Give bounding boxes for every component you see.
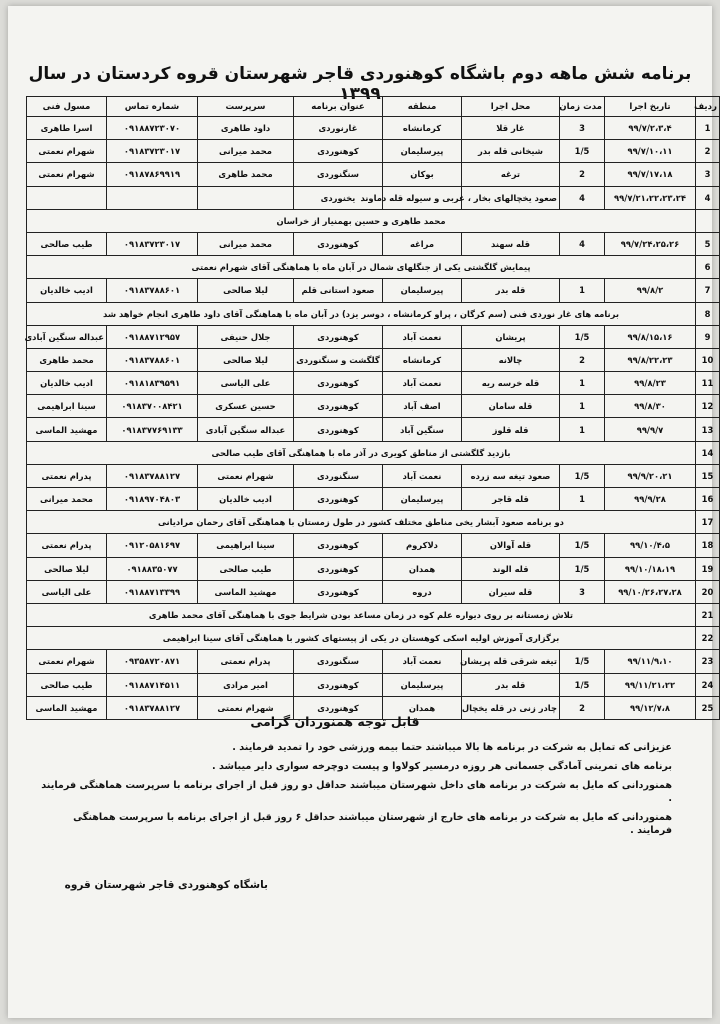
notice-section [38, 714, 672, 843]
cell-phone: ۰۹۱۲۰۵۸۱۶۹۷ [107, 534, 198, 557]
cell-region: پیرسلیمان [383, 673, 462, 696]
table-row [27, 488, 720, 511]
cell-place: صعود تیغه سه زرده [462, 464, 560, 487]
cell-duration: 3 [560, 580, 605, 603]
cell-region: مراغه [383, 232, 462, 255]
table-row [27, 348, 720, 371]
cell-region: کرمانشاه [383, 348, 462, 371]
table-row [27, 186, 720, 209]
cell-date: ۹۹/۹/۲۸ [605, 488, 696, 511]
cell-region: نعمت آباد [383, 372, 462, 395]
cell-leader: عبداله سنگین آبادی [198, 418, 294, 441]
table-header-row [27, 97, 720, 117]
table-row [27, 650, 720, 673]
cell-date: ۹۹/۱۰/۱۸،۱۹ [605, 557, 696, 580]
notice-line: همنوردانی که مایل به شرکت در برنامه های داخل شهرستان میباشند حداقل دو روز قبل از اجرای برنامه با سرپرست هماهنگی فرمایند . [41, 780, 672, 804]
cell-leader: امیر مرادی [198, 673, 294, 696]
cell-place: ترغه [462, 163, 560, 186]
notice-heading: قابل توجه همنوردان گرامی [250, 714, 420, 729]
cell-program: یخنوردی [294, 186, 383, 209]
cell-technical [27, 186, 107, 209]
cell-duration: 2 [560, 348, 605, 371]
cell-technical: شهرام نعمتی [27, 650, 107, 673]
cell-program: سنگنوردی [294, 650, 383, 673]
cell-phone: ۰۹۱۸۸۷۱۲۹۵۷ [107, 325, 198, 348]
cell-phone: ۰۹۱۸۹۷۰۴۸۰۳ [107, 488, 198, 511]
cell-place: غار قلا [462, 117, 560, 140]
cell-date: ۹۹/۷/۲،۳،۴ [605, 117, 696, 140]
cell-program: کوهنوردی [294, 696, 383, 719]
cell-place: پریشان [462, 325, 560, 348]
cell-duration: 1/5 [560, 557, 605, 580]
cell-leader: محمد میرانی [198, 232, 294, 255]
cell-region: همدان [383, 557, 462, 580]
cell-date: ۹۹/۱۰/۲۶،۲۷،۲۸ [605, 580, 696, 603]
table-note-row [27, 627, 720, 650]
cell-date: ۹۹/۱۲/۷،۸ [605, 696, 696, 719]
cell-program: کوهنوردی [294, 488, 383, 511]
cell-row-number: 4 [696, 186, 720, 209]
cell-phone: ۰۹۱۸۳۷۲۳۰۱۷ [107, 140, 198, 163]
cell-phone: ۰۹۱۸۳۷۷۶۹۱۳۳ [107, 418, 198, 441]
cell-note: بازدید گلگشتی از مناطق کویری در آذر ماه با هماهنگی آقای طیب صالحی [27, 441, 696, 464]
schedule-table [26, 96, 720, 720]
cell-note: پیمایش گلگشتی یکی از جنگلهای شمال در آبان ماه با هماهنگی آقای شهرام نعمتی [27, 256, 696, 279]
table-note-row [27, 441, 720, 464]
cell-leader: سینا ابراهیمی [198, 534, 294, 557]
cell-technical: لیلا صالحی [27, 557, 107, 580]
cell-region: نعمت آباد [383, 650, 462, 673]
cell-phone: ۰۹۱۸۷۸۶۹۹۱۹ [107, 163, 198, 186]
cell-technical: طیب صالحی [27, 232, 107, 255]
cell-leader: ادیب خالدیان [198, 488, 294, 511]
header-program: عنوان برنامه [294, 97, 383, 117]
cell-technical: ادیب خالدیان [27, 279, 107, 302]
cell-row-number: 6 [696, 256, 720, 279]
cell-program: کوهنوردی [294, 232, 383, 255]
table-row [27, 395, 720, 418]
cell-place: صعود یخچالهای بخار ، غربی و سیوله قله دماوند [462, 186, 560, 209]
cell-row-number: 9 [696, 325, 720, 348]
cell-leader [198, 186, 294, 209]
cell-leader: علی الیاسی [198, 372, 294, 395]
cell-program: کوهنوردی [294, 418, 383, 441]
cell-date: ۹۹/۱۱/۲۱،۲۲ [605, 673, 696, 696]
cell-row-number: 20 [696, 580, 720, 603]
header-phone: شماره تماس [107, 97, 198, 117]
cell-duration: 3 [560, 117, 605, 140]
cell-duration: 4 [560, 186, 605, 209]
cell-technical: شهرام نعمتی [27, 140, 107, 163]
notice-line: همنوردانی که مایل به شرکت در برنامه های خارج از شهرستان میباشند حداقل ۶ روز قبل از اجرای برنامه با سرپرست هماهنگی فرمایند . [73, 812, 672, 836]
table-note-row [27, 511, 720, 534]
header-duration: مدت زمان [560, 97, 605, 117]
cell-technical: محمد میرانی [27, 488, 107, 511]
cell-region: کرمانشاه [383, 117, 462, 140]
cell-duration: 1 [560, 488, 605, 511]
cell-row-number: 19 [696, 557, 720, 580]
cell-note: برگزاری آموزش اولیه اسکی کوهستان در یکی از پیستهای کشور با هماهنگی آقای سینا ابراهیمی [27, 627, 696, 650]
table-row [27, 418, 720, 441]
cell-program: کوهنوردی [294, 673, 383, 696]
cell-leader: لیلا صالحی [198, 348, 294, 371]
cell-row-number: 7 [696, 279, 720, 302]
cell-leader: لیلا صالحی [198, 279, 294, 302]
header-technical: مسول فنی [27, 97, 107, 117]
cell-date: ۹۹/۷/۲۴،۲۵،۲۶ [605, 232, 696, 255]
cell-leader: داود طاهری [198, 117, 294, 140]
cell-date: ۹۹/۷/۱۰،۱۱ [605, 140, 696, 163]
cell-program: کوهنوردی [294, 140, 383, 163]
cell-place: چادر زنی در قله یخچال [462, 696, 560, 719]
cell-program: غارنوردی [294, 117, 383, 140]
cell-leader: پدرام نعمتی [198, 650, 294, 673]
cell-place: قله قلوز [462, 418, 560, 441]
cell-row-number: 2 [696, 140, 720, 163]
cell-technical: اسرا طاهری [27, 117, 107, 140]
cell-date: ۹۹/۷/۱۷،۱۸ [605, 163, 696, 186]
document-page [8, 6, 717, 1018]
cell-date: ۹۹/۹/۷ [605, 418, 696, 441]
cell-row-number: 15 [696, 464, 720, 487]
cell-duration: 1/5 [560, 650, 605, 673]
cell-technical: پدرام نعمتی [27, 534, 107, 557]
cell-leader: شهرام نعمتی [198, 696, 294, 719]
header-date: تاریخ اجرا [605, 97, 696, 117]
cell-technical: مهشید الماسی [27, 418, 107, 441]
cell-program: کوهنوردی [294, 580, 383, 603]
cell-region: بوکان [383, 163, 462, 186]
cell-phone: ۰۹۱۸۳۷۲۳۰۱۷ [107, 232, 198, 255]
cell-row-number: 16 [696, 488, 720, 511]
table-row [27, 673, 720, 696]
cell-row-number: 18 [696, 534, 720, 557]
table-note-row [27, 603, 720, 626]
cell-row-number: 22 [696, 627, 720, 650]
cell-place: قله بدر [462, 673, 560, 696]
cell-duration: 1/5 [560, 140, 605, 163]
schedule-body [24, 117, 720, 720]
cell-note: دو برنامه صعود آبشار یخی مناطق مختلف کشور در طول زمستان با هماهنگی آقای رحمان مرادیانی [27, 511, 696, 534]
cell-date: ۹۹/۷/۲۱،۲۲،۲۳،۲۴ [605, 186, 696, 209]
cell-program: کوهنوردی [294, 534, 383, 557]
cell-date: ۹۹/۱۰/۴،۵ [605, 534, 696, 557]
cell-date: ۹۹/۸/۲۳ [605, 372, 696, 395]
cell-region: پیرسلیمان [383, 140, 462, 163]
cell-row-number: 14 [696, 441, 720, 464]
cell-program: گلگشت و سنگنوردی [294, 348, 383, 371]
cell-region: همدان [383, 696, 462, 719]
cell-place: چالانه [462, 348, 560, 371]
header-region: منطقه [383, 97, 462, 117]
table-note-row [27, 302, 720, 325]
cell-duration: 4 [560, 232, 605, 255]
header-place: محل اجرا [462, 97, 560, 117]
cell-technical: شهرام نعمتی [27, 163, 107, 186]
cell-place: شیخانی قله بدر [462, 140, 560, 163]
cell-row-number: 21 [696, 603, 720, 626]
cell-duration: 2 [560, 163, 605, 186]
cell-program: کوهنوردی [294, 325, 383, 348]
cell-phone: ۰۹۱۸۳۷۰۰۸۴۲۱ [107, 395, 198, 418]
cell-program: صعود استانی قلم [294, 279, 383, 302]
cell-duration: 1 [560, 279, 605, 302]
cell-row-number: 25 [696, 696, 720, 719]
cell-phone: ۰۹۱۸۳۷۸۸۱۲۷ [107, 696, 198, 719]
cell-note: برنامه های غار نوردی فنی (سم کرگان ، پراو کرمانشاه ، دوسر یزد) در آبان ماه با هماهنگی آقای داود طاهری انجام خواهد شد [27, 302, 696, 325]
notice-line: برنامه های تمرینی آمادگی جسمانی هر روزه درمسیر کولاوا و پیست دوچرخه سواری دایر میباشد . [211, 761, 672, 772]
table-row [27, 140, 720, 163]
notice-line: عزیزانی که تمایل به شرکت در برنامه ها بالا میباشند حتما بیمه ورزشی خود را تمدید فرمایند . [232, 742, 672, 753]
cell-duration: 1/5 [560, 464, 605, 487]
table-row [27, 557, 720, 580]
cell-technical: علی الیاسی [27, 580, 107, 603]
cell-date: ۹۹/۹/۲۰،۲۱ [605, 464, 696, 487]
cell-place: قله قاجر [462, 488, 560, 511]
cell-leader: شهرام نعمتی [198, 464, 294, 487]
cell-leader: حسین عسکری [198, 395, 294, 418]
table-row [27, 163, 720, 186]
cell-row-number: 17 [696, 511, 720, 534]
cell-technical: ادیب خالدیان [27, 372, 107, 395]
cell-region: سنگین آباد [383, 418, 462, 441]
cell-phone: ۰۹۱۸۸۷۱۴۵۱۱ [107, 673, 198, 696]
table-note-row [27, 209, 720, 232]
cell-phone: ۰۹۱۸۸۷۱۳۳۹۹ [107, 580, 198, 603]
cell-technical: مهشید الماسی [27, 696, 107, 719]
cell-duration: 2 [560, 696, 605, 719]
cell-region: اصف آباد [383, 395, 462, 418]
cell-phone: ۰۹۱۸۳۷۸۸۱۲۷ [107, 464, 198, 487]
cell-row-number: 13 [696, 418, 720, 441]
table-row [27, 117, 720, 140]
cell-leader: مهشید الماسی [198, 580, 294, 603]
cell-region: پیرسلیمان [383, 488, 462, 511]
cell-note: محمد طاهری و حسین بهمنیار از خراسان [27, 209, 696, 232]
cell-row-number [696, 209, 720, 232]
cell-program: کوهنوردی [294, 372, 383, 395]
cell-phone: ۰۹۱۸۳۷۸۸۶۰۱ [107, 348, 198, 371]
cell-program: کوهنوردی [294, 557, 383, 580]
table-row [27, 325, 720, 348]
cell-date: ۹۹/۸/۲۲،۲۳ [605, 348, 696, 371]
cell-phone: ۰۹۱۸۱۸۳۹۵۹۱ [107, 372, 198, 395]
cell-note: تلاش زمستانه بر روی دیواره علم کوه در زمان مساعد بودن شرایط جوی با هماهنگی آقای محمد طاهری [27, 603, 696, 626]
table-row [27, 534, 720, 557]
table-row [27, 464, 720, 487]
cell-duration: 1 [560, 418, 605, 441]
cell-place: قله بدر [462, 279, 560, 302]
cell-program: سنگنوردی [294, 464, 383, 487]
cell-place: تیغه شرقی قله پریشان [462, 650, 560, 673]
table-note-row [27, 256, 720, 279]
table-row [27, 372, 720, 395]
cell-region: نعمت آباد [383, 464, 462, 487]
cell-technical: محمد طاهری [27, 348, 107, 371]
table-row [27, 279, 720, 302]
cell-date: ۹۹/۸/۲ [605, 279, 696, 302]
cell-place: قله سیران [462, 580, 560, 603]
cell-row-number: 3 [696, 163, 720, 186]
cell-duration: 1 [560, 372, 605, 395]
club-signature: باشگاه کوهنوردی قاجر شهرستان قروه [64, 879, 268, 891]
cell-row-number: 1 [696, 117, 720, 140]
cell-leader: طیب صالحی [198, 557, 294, 580]
cell-duration: 1/5 [560, 325, 605, 348]
cell-place: قله آوالان [462, 534, 560, 557]
cell-date: ۹۹/۸/۳۰ [605, 395, 696, 418]
cell-row-number: 8 [696, 302, 720, 325]
cell-region: پیرسلیمان [383, 279, 462, 302]
cell-place: قله سهند [462, 232, 560, 255]
cell-technical: سینا ابراهیمی [27, 395, 107, 418]
cell-region: نعمت آباد [383, 325, 462, 348]
cell-duration: 1 [560, 395, 605, 418]
cell-technical: عبداله سنگین آبادی [27, 325, 107, 348]
cell-duration: 1/5 [560, 673, 605, 696]
cell-phone: ۰۹۱۸۸۷۲۳۰۷۰ [107, 117, 198, 140]
cell-phone: ۰۹۱۸۳۷۸۸۶۰۱ [107, 279, 198, 302]
cell-place: قله سامان [462, 395, 560, 418]
cell-duration: 1/5 [560, 534, 605, 557]
cell-row-number: 11 [696, 372, 720, 395]
cell-phone: ۰۹۳۵۸۷۲۰۸۷۱ [107, 650, 198, 673]
page-title: برنامه شش ماهه دوم باشگاه کوهنوردی قاجر شهرستان قروه کردستان در سال ۱۳۹۹ [28, 64, 692, 104]
cell-technical: پدرام نعمتی [27, 464, 107, 487]
table-row [27, 580, 720, 603]
cell-leader: جلال حنیفی [198, 325, 294, 348]
cell-program: کوهنوردی [294, 395, 383, 418]
cell-row-number: 24 [696, 673, 720, 696]
cell-date: ۹۹/۱۱/۹،۱۰ [605, 650, 696, 673]
header-row-number: ردیف [696, 97, 720, 117]
cell-place: قله خرسه ریه [462, 372, 560, 395]
cell-row-number: 5 [696, 232, 720, 255]
header-leader: سرپرست [198, 97, 294, 117]
cell-phone: ۰۹۱۸۸۳۵۰۷۷ [107, 557, 198, 580]
table-row [27, 232, 720, 255]
cell-place: قله الوند [462, 557, 560, 580]
cell-row-number: 10 [696, 348, 720, 371]
cell-row-number: 12 [696, 395, 720, 418]
cell-phone [107, 186, 198, 209]
cell-region: دروه [383, 580, 462, 603]
cell-leader: محمد میرانی [198, 140, 294, 163]
cell-leader: محمد طاهری [198, 163, 294, 186]
cell-technical: طیب صالحی [27, 673, 107, 696]
cell-region: دلاکروم [383, 534, 462, 557]
cell-program: سنگنوردی [294, 163, 383, 186]
cell-row-number: 23 [696, 650, 720, 673]
cell-date: ۹۹/۸/۱۵،۱۶ [605, 325, 696, 348]
